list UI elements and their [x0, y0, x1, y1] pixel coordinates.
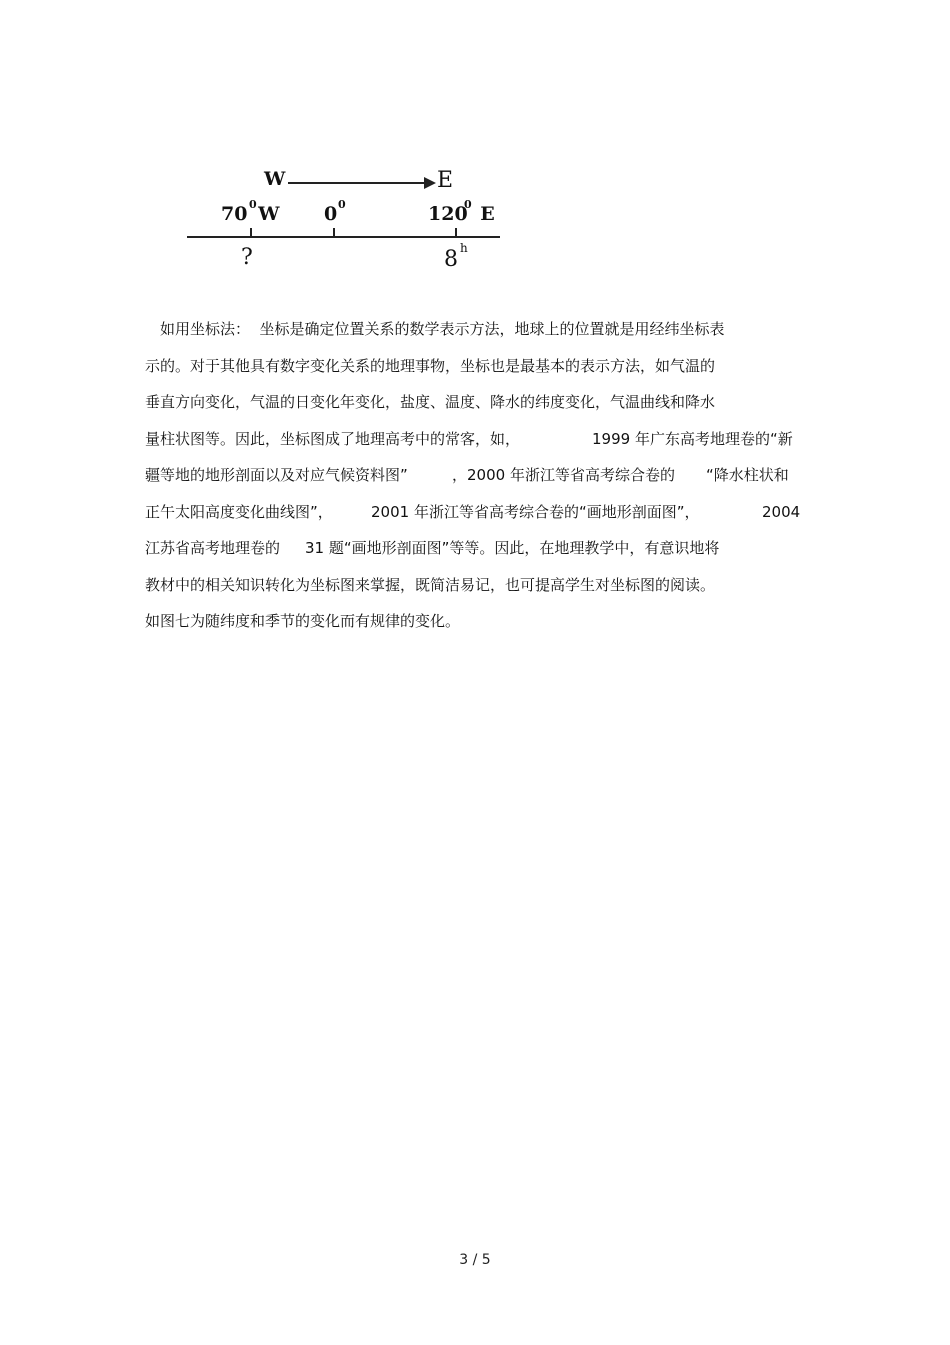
tick-mid-degree: 0 [338, 198, 346, 211]
tick-mid-label [324, 198, 346, 225]
paragraph-line [145, 391, 805, 428]
tick-left-label [221, 198, 280, 225]
paragraph-line [145, 318, 805, 355]
line-text: 2001 年浙江等省高考综合卷的“画地形剖面图”， [371, 502, 700, 521]
paragraph-line [145, 464, 805, 501]
page-number: 3 / 5 [459, 1252, 491, 1268]
line-text: 如用坐标法： 坐标是确定位置关系的数学表示方法，地球上的位置就是用经纬坐标表 [160, 320, 725, 338]
line-text: 垂直方向变化，气温的日变化年变化，盐度、温度、降水的纬度变化，气温曲线和降水 [145, 393, 716, 411]
paragraph-line [145, 610, 805, 647]
tick-right-value: 120 [428, 203, 468, 225]
tick-mid-value: 0 [324, 203, 338, 225]
arrow-head-icon [424, 177, 436, 189]
paragraph-line [145, 428, 805, 465]
line-text: 1999 年广东高考地理卷的“新 [592, 429, 793, 448]
known-time-label [444, 241, 468, 272]
east-label: E [437, 168, 454, 193]
paragraph-line [145, 501, 805, 538]
paragraph-line [145, 537, 805, 574]
tick-right-degree: 0 [464, 198, 472, 211]
west-label: W [264, 168, 286, 190]
line-text: 江苏省高考地理卷的 [145, 539, 281, 557]
line-text: ，2000 年浙江等省高考综合卷的 [452, 466, 675, 484]
line-text: 如图七为随纬度和季节的变化而有规律的变化。 [145, 612, 461, 630]
line-text: 疆等地的地形剖面以及对应气候资料图” [145, 466, 408, 484]
tick-left-degree: 0 [249, 198, 257, 211]
body-paragraph [145, 318, 805, 647]
tick-right-dir: E [480, 203, 495, 225]
tick-left-dir: W [258, 203, 280, 225]
tick-left [250, 228, 252, 236]
unknown-time-label: ? [241, 245, 253, 270]
time-zone-diagram [0, 0, 950, 290]
tick-left-value: 70 [221, 203, 248, 225]
known-time-value: 8 [444, 247, 458, 272]
line-text: 2004 [762, 502, 801, 521]
paragraph-line [145, 574, 805, 611]
line-text: 31 题“画地形剖面图”等等。因此，在地理教学中，有意识地将 [305, 539, 720, 557]
longitude-axis-line [187, 236, 500, 238]
tick-right [455, 228, 457, 236]
tick-mid [333, 228, 335, 236]
line-text: 教材中的相关知识转化为坐标图来掌握，既简洁易记，也可提高学生对坐标图的阅读。 [145, 575, 716, 594]
line-text: “降水柱状和 [706, 466, 789, 484]
line-text: 正午太阳高度变化曲线图”， [145, 502, 333, 521]
line-text: 量柱状图等。因此，坐标图成了地理高考中的常客，如， [145, 429, 521, 448]
paragraph-line [145, 355, 805, 392]
west-east-arrow-line [288, 182, 426, 184]
line-text: 示的。对于其他具有数字变化关系的地理事物，坐标也是最基本的表示方法，如气温的 [145, 356, 716, 375]
known-time-unit: h [460, 241, 468, 255]
tick-right-label [428, 198, 495, 225]
